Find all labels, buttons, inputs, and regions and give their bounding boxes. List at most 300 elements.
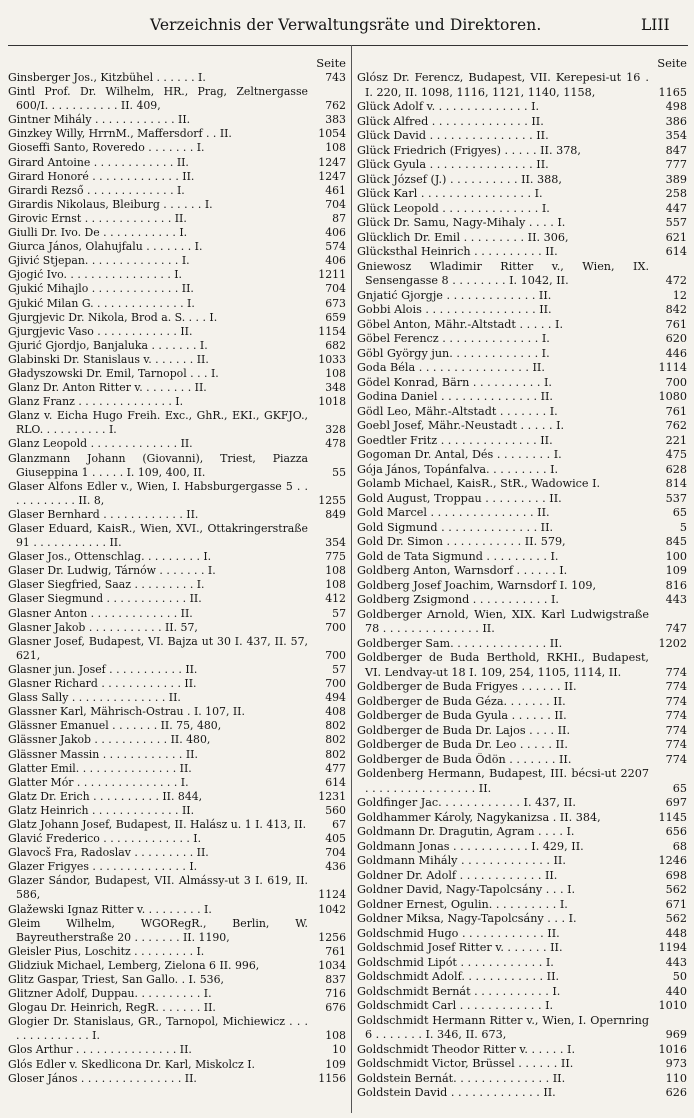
- entry-page: 448: [665, 926, 687, 940]
- entry-name: Göbel Anton, Mähr.-Altstadt . . . . . I.: [357, 317, 564, 331]
- entry-page: 1010: [658, 999, 687, 1012]
- entry-name: Girardi Rezső . . . . . . . . . . . . . I.: [8, 183, 185, 197]
- index-entry: [8, 903, 346, 917]
- entry-page: 775: [325, 550, 346, 564]
- entry-page: 621: [665, 230, 687, 244]
- entry-name: Glažewski Ignaz Ritter v. . . . . . . . . I.: [8, 902, 212, 916]
- entry-page: 406: [325, 226, 346, 240]
- entry-name: Glanz Franz . . . . . . . . . . . . . . I.: [8, 395, 184, 409]
- index-entry: [357, 129, 687, 144]
- entry-page: 774: [665, 709, 687, 722]
- index-entry: [357, 100, 687, 115]
- index-entry: [357, 521, 687, 536]
- entry-page: 447: [665, 201, 687, 215]
- entry-name: Gjukić Milan G. . . . . . . . . . . . . . I.: [8, 296, 195, 310]
- entry-name: Goldmann Mihály . . . . . . . . . . . . . II.: [357, 854, 566, 867]
- index-entry: [357, 724, 687, 739]
- entry-page: 108: [325, 1029, 346, 1043]
- index-entry: [357, 419, 687, 434]
- entry-page: 849: [325, 507, 346, 521]
- entry-page: 446: [665, 346, 687, 360]
- entry-page: 1165: [658, 85, 687, 99]
- entry-page: 1154: [318, 324, 346, 338]
- entry-name: Goldberger Sam. . . . . . . . . . . . . . II.: [357, 636, 563, 650]
- index-entry: [8, 1001, 346, 1015]
- index-entry: [8, 621, 346, 635]
- index-entry: [8, 874, 346, 902]
- index-entry: [357, 579, 687, 594]
- index-entry: [8, 381, 346, 395]
- entry-page: 774: [665, 694, 687, 708]
- entry-name: Girovic Ernst . . . . . . . . . . . . . II.: [8, 211, 187, 225]
- entry-page: 258: [665, 187, 687, 200]
- entry-name: Glazer Sándor, Budapest, VII. Almássy-ut 3 I. 619, II. 586,: [8, 874, 308, 902]
- index-entry: [357, 811, 687, 826]
- entry-name: Goldner Dr. Adolf . . . . . . . . . . . . II.: [357, 868, 558, 882]
- entry-name: Glück Adolf v. . . . . . . . . . . . . . I.: [357, 100, 540, 113]
- entry-page: 1202: [658, 636, 687, 650]
- seite-label: Seite: [657, 56, 687, 70]
- entry-name: Gjurgjevic Dr. Nikola, Brod a. S. . . . I.: [8, 310, 218, 324]
- entry-page: 626: [665, 1086, 687, 1099]
- entry-name: Goedtler Fritz . . . . . . . . . . . . . . II.: [357, 433, 553, 447]
- index-entry: [8, 226, 346, 240]
- entry-page: 472: [665, 274, 687, 287]
- index-entry: [357, 405, 687, 420]
- index-entry: [8, 170, 346, 184]
- entry-name: Gold Marcel . . . . . . . . . . . . . . . II.: [357, 506, 550, 519]
- entry-name: Gold de Tata Sigmund . . . . . . . . . I.: [357, 549, 559, 563]
- entry-page: 700: [325, 620, 346, 634]
- entry-name: Goldschmidt Adolf. . . . . . . . . . . . II.: [357, 970, 560, 983]
- entry-page: 814: [665, 477, 687, 490]
- index-entry: [8, 339, 346, 353]
- entry-page: 65: [672, 506, 687, 519]
- index-entry: [8, 804, 346, 818]
- index-entry: [8, 282, 346, 296]
- page-header: [0, 6, 694, 40]
- entry-name: Gobbi Alois . . . . . . . . . . . . . . . . II.: [357, 303, 552, 316]
- index-entry: [8, 311, 346, 325]
- entry-page: 389: [665, 172, 687, 186]
- entry-name: Gleisler Pius, Loschitz . . . . . . . . . I.: [8, 944, 205, 958]
- entry-name: Giurca János, Olahujfalu . . . . . . . I.: [8, 240, 203, 254]
- entry-page: 67: [332, 817, 346, 831]
- entry-page: 55: [332, 465, 346, 479]
- index-entry: [8, 607, 346, 621]
- index-entry: [357, 492, 687, 507]
- entry-name: Glazer Frigyes . . . . . . . . . . . . . . I.: [8, 860, 198, 874]
- entry-page: 108: [325, 366, 346, 380]
- entry-page: 57: [332, 606, 346, 620]
- entry-page: 386: [665, 114, 687, 128]
- entry-name: Glanz v. Eicha Hugo Freih. Exc., GhR., EKI., GKFJO., RLO. . . . . . . . . . I.: [8, 409, 308, 437]
- entry-name: Glück Friedrich (Frigyes) . . . . . II. 378,: [357, 143, 581, 157]
- entry-name: Gintner Mihály . . . . . . . . . . . . II.: [8, 113, 191, 127]
- index-entry: [357, 695, 687, 710]
- index-entry: [8, 1015, 346, 1043]
- entry-name: Glücklich Dr. Emil . . . . . . . . . II. 306,: [357, 230, 569, 244]
- entry-name: Goldenberg Hermann, Budapest, III. bécsi-ut 2207 . . . . . . . . . . . . . . . . II.: [357, 767, 649, 795]
- index-entry: [357, 796, 687, 811]
- entry-name: Gogoman Dr. Antal, Dés . . . . . . . . I.: [357, 448, 562, 461]
- entry-page: 620: [665, 332, 687, 345]
- entry-name: Goldstein David . . . . . . . . . . . . . II.: [357, 1086, 556, 1099]
- entry-name: Gold Dr. Simon . . . . . . . . . . . II. 579,: [357, 535, 566, 548]
- entry-page: 704: [325, 197, 346, 211]
- index-entry: [357, 216, 687, 231]
- entry-page: 1247: [318, 155, 346, 169]
- entry-name: Gjogić Ivo. . . . . . . . . . . . . . . . I.: [8, 268, 183, 282]
- index-entry: [8, 240, 346, 254]
- entry-page: 1246: [658, 854, 687, 867]
- entry-name: Goldberger de Buda Frigyes . . . . . . II.: [357, 680, 577, 693]
- index-entry: [8, 156, 346, 170]
- entry-name: Gold August, Troppau . . . . . . . . . II.: [357, 491, 562, 505]
- entry-name: Goldberger de Buda Ödön . . . . . . . II.: [357, 752, 572, 766]
- entry-name: Glatz Johann Josef, Budapest, II. Halász u. 1 I. 413, II.: [8, 817, 307, 831]
- index-entry: [8, 254, 346, 268]
- entry-page: 436: [325, 860, 346, 874]
- entry-page: 802: [325, 719, 346, 733]
- index-entry: [357, 535, 687, 550]
- entry-page: 108: [325, 141, 346, 155]
- entry-name: Glatz Heinrich . . . . . . . . . . . . . II.: [8, 803, 195, 817]
- entry-page: 676: [325, 1001, 346, 1015]
- entry-page: 475: [665, 448, 687, 461]
- entry-page: 700: [665, 375, 687, 389]
- entry-name: Glitzner Adolf, Duppau. . . . . . . . . . I.: [8, 987, 212, 1001]
- entry-page: 405: [325, 832, 346, 846]
- entry-name: Glos Arthur . . . . . . . . . . . . . . . II.: [8, 1043, 192, 1057]
- index-entry: [357, 144, 687, 159]
- column-divider: [351, 45, 352, 1113]
- index-entry: [357, 999, 687, 1014]
- index-entry: [8, 959, 346, 973]
- entry-page: 498: [665, 100, 687, 113]
- index-entry: [357, 477, 687, 492]
- entry-page: 348: [325, 381, 346, 395]
- entry-name: Goldschmidt Carl . . . . . . . . . . . . I.: [357, 999, 554, 1012]
- entry-name: Glück Alfred . . . . . . . . . . . . . . II.: [357, 114, 544, 128]
- entry-page: 659: [325, 310, 346, 324]
- entry-name: Gjukić Mihajlo . . . . . . . . . . . . . II.: [8, 282, 194, 296]
- entry-name: Gleim Wilhelm, WGORegR., Berlin, W. Bayreutherstraße 20 . . . . . . . II. 1190,: [8, 916, 308, 944]
- index-entry: [357, 448, 687, 463]
- index-entry: [8, 748, 346, 762]
- entry-name: Giulli Dr. Ivo. De . . . . . . . . . . . I.: [8, 226, 188, 240]
- entry-name: Glaser Siegfried, Saaz . . . . . . . . . I.: [8, 578, 205, 592]
- entry-page: 574: [325, 240, 346, 254]
- index-entry: [8, 677, 346, 691]
- index-entry: [357, 361, 687, 376]
- entry-name: Glässner Jakob . . . . . . . . . . . II. 480,: [8, 733, 211, 747]
- entry-name: Gniewosz Wladimir Ritter v., Wien, IX. Sensengasse 8 . . . . . . . . I. 1042, II.: [357, 259, 649, 287]
- entry-page: 1042: [318, 902, 346, 916]
- entry-name: Glück Leopold . . . . . . . . . . . . . . I.: [357, 201, 550, 215]
- entry-name: Gloser János . . . . . . . . . . . . . . . II.: [8, 1071, 197, 1085]
- entry-name: Golamb Michael, KaisR., StR., Wadowice I.: [357, 477, 601, 490]
- index-entry: [357, 115, 687, 130]
- page-title: Verzeichnis der Verwaltungsräte und Direktoren.: [150, 16, 542, 34]
- entry-page: 68: [672, 839, 687, 853]
- entry-name: Ginzkey Willy, HrrnM., Maffersdorf . . II.: [8, 127, 232, 141]
- entry-page: 408: [325, 705, 346, 719]
- entry-page: 1018: [318, 395, 346, 409]
- entry-page: 704: [325, 282, 346, 296]
- header-rule: [8, 45, 688, 46]
- entry-page: 477: [325, 761, 346, 775]
- entry-name: Glós Edler v. Skedlicona Dr. Karl, Miskolcz I.: [8, 1057, 255, 1071]
- entry-name: Glück Dr. Samu, Nagy-Mihaly . . . . I.: [357, 216, 566, 229]
- entry-name: Gödl Leo, Mähr.-Altstadt . . . . . . . I.: [357, 404, 558, 418]
- index-entry: [8, 578, 346, 592]
- entry-name: Glück David . . . . . . . . . . . . . . . II.: [357, 129, 549, 142]
- index-entry: [8, 268, 346, 282]
- index-entry: [357, 854, 687, 869]
- index-entry: [8, 987, 346, 1001]
- entry-name: Glaser Bernhard . . . . . . . . . . . . II.: [8, 507, 199, 521]
- index-entry: [357, 767, 687, 796]
- entry-name: Goldschmid Lipót . . . . . . . . . . . . I.: [357, 955, 554, 969]
- entry-name: Glósz Dr. Ferencz, Budapest, VII. Kerepesi-ut 16 . I. 220, II. 1098, 1116, 1121, 1140, 1158,: [357, 71, 649, 99]
- entry-name: Glaser Jos., Ottenschlag. . . . . . . . . I.: [8, 550, 212, 564]
- entry-name: Goldberger de Buda Dr. Lajos . . . . II.: [357, 723, 571, 737]
- entry-page: 494: [325, 691, 346, 705]
- entry-page: 1145: [658, 810, 687, 824]
- index-entry: [357, 825, 687, 840]
- entry-name: Goldmann Jonas . . . . . . . . . . . I. 429, II.: [357, 839, 584, 853]
- entry-page: 1156: [318, 1071, 346, 1085]
- index-entry: [357, 71, 687, 100]
- entry-page: 328: [325, 423, 346, 437]
- index-entry: [357, 912, 687, 927]
- index-entry: [357, 840, 687, 855]
- entry-name: Gnjatić Gjorgje . . . . . . . . . . . . . II.: [357, 288, 552, 302]
- index-entry: [8, 71, 346, 85]
- entry-name: Goldberg Zsigmond . . . . . . . . . . . I.: [357, 593, 559, 606]
- entry-name: Glavić Frederico . . . . . . . . . . . . . I.: [8, 832, 202, 846]
- entry-name: Goldschmidt Theodor Ritter v. . . . . . I.: [357, 1042, 576, 1056]
- left-column: [8, 56, 346, 1086]
- entry-name: Goldner Miksa, Nagy-Tapolcsány . . . I.: [357, 912, 577, 925]
- index-entry: [357, 1043, 687, 1058]
- entry-name: Goldberger de Buda Gyula . . . . . . II.: [357, 709, 567, 722]
- index-entry: [357, 1072, 687, 1087]
- entry-page: 1016: [658, 1042, 687, 1056]
- entry-page: 57: [332, 662, 346, 676]
- index-entry: [357, 318, 687, 333]
- index-entry: [8, 85, 346, 113]
- index-entry: [8, 705, 346, 719]
- entry-page: 802: [325, 733, 346, 747]
- entry-page: 440: [665, 984, 687, 998]
- entry-page: 1211: [318, 268, 346, 282]
- index-entry: [357, 956, 687, 971]
- entry-page: 1080: [658, 390, 687, 403]
- entry-page: 777: [665, 158, 687, 171]
- entry-name: Glücksthal Heinrich . . . . . . . . . . II.: [357, 245, 558, 258]
- entry-name: Glück Gyula . . . . . . . . . . . . . . . II.: [357, 158, 549, 171]
- entry-page: 743: [325, 71, 346, 84]
- entry-page: 109: [665, 564, 687, 577]
- index-entry: [357, 985, 687, 1000]
- entry-page: 614: [665, 245, 687, 258]
- entry-page: 1034: [318, 958, 346, 972]
- index-entry: [8, 945, 346, 959]
- entry-name: Gödel Konrad, Bärn . . . . . . . . . . I.: [357, 375, 552, 389]
- entry-page: 1247: [318, 169, 346, 183]
- entry-name: Goldberg Anton, Warnsdorf . . . . . . I.: [357, 564, 568, 577]
- entry-name: Glabinski Dr. Stanislaus v. . . . . . . II.: [8, 352, 209, 366]
- index-entry: [357, 680, 687, 695]
- entry-name: Goldschmidt Hermann Ritter v., Wien, I. Opernring 6 . . . . . . . I. 346, II. 673,: [357, 1013, 649, 1041]
- entry-page: 698: [665, 868, 687, 882]
- entry-page: 761: [665, 317, 687, 331]
- entry-page: 412: [325, 592, 346, 606]
- index-entry: [357, 202, 687, 217]
- index-entry: [8, 917, 346, 945]
- entry-name: Girard Honoré . . . . . . . . . . . . . II.: [8, 169, 195, 183]
- entry-page: 87: [332, 211, 346, 225]
- index-entry: [357, 651, 687, 680]
- entry-page: 65: [672, 781, 687, 795]
- index-entry: [8, 452, 346, 480]
- index-entry: [8, 719, 346, 733]
- entry-page: 1256: [318, 930, 346, 944]
- entry-page: 50: [672, 970, 687, 983]
- entry-page: 673: [325, 296, 346, 310]
- entry-name: Glasner jun. Josef . . . . . . . . . . . II.: [8, 662, 198, 676]
- index-entry: [357, 390, 687, 405]
- index-entry: [8, 860, 346, 874]
- entry-name: Gjurić Gjordjo, Banjaluka . . . . . . . I.: [8, 338, 208, 352]
- entry-page: 12: [672, 288, 687, 302]
- index-entry: [357, 753, 687, 768]
- index-entry: [8, 832, 346, 846]
- entry-name: Glogier Dr. Stanislaus, GR., Tarnopol, Michiewicz . . . . . . . . . . . . . . I.: [8, 1015, 308, 1043]
- entry-name: Glässner Massin . . . . . . . . . . . . II.: [8, 747, 198, 761]
- entry-name: Godina Daniel . . . . . . . . . . . . . . II.: [357, 390, 553, 403]
- index-entry: [8, 818, 346, 832]
- entry-name: Goldhammer Károly, Nagykanizsa . II. 384,: [357, 810, 601, 824]
- entry-page: 562: [665, 912, 687, 925]
- entry-name: Gioseffi Santo, Roveredo . . . . . . . I.: [8, 141, 205, 155]
- entry-name: Glassner Karl, Mährisch-Ostrau . I. 107, II.: [8, 705, 245, 719]
- index-entry: [357, 506, 687, 521]
- entry-name: Gjurgjevic Vaso . . . . . . . . . . . . II.: [8, 324, 193, 338]
- right-column: [357, 56, 687, 1101]
- entry-page: 10: [332, 1043, 346, 1057]
- entry-page: 1114: [658, 361, 687, 374]
- index-entry: [8, 367, 346, 381]
- entry-name: Glässner Emanuel . . . . . . . II. 75, 480,: [8, 719, 222, 733]
- entry-page: 100: [665, 549, 687, 563]
- index-entry: [8, 508, 346, 522]
- index-entry: [357, 550, 687, 565]
- entry-name: Glanzmann Johann (Giovanni), Triest, Piazza Giuseppina 1 . . . . . I. 109, 400, II.: [8, 451, 308, 479]
- entry-page: 761: [665, 404, 687, 418]
- entry-page: 354: [665, 129, 687, 142]
- entry-page: 443: [665, 593, 687, 606]
- entry-name: Goldfinger Jac. . . . . . . . . . . . I. 437, II.: [357, 796, 576, 809]
- entry-name: Glaser Dr. Ludwig, Tárnów . . . . . . . I.: [8, 564, 216, 578]
- entry-name: Gold Sigmund . . . . . . . . . . . . . . II.: [357, 520, 554, 534]
- index-entry: [357, 1086, 687, 1101]
- index-entry: [357, 941, 687, 956]
- entry-page: 656: [665, 825, 687, 838]
- entry-name: Göbel Ferencz . . . . . . . . . . . . . . I.: [357, 332, 550, 345]
- entry-page: 847: [665, 143, 687, 157]
- index-entry: [8, 846, 346, 860]
- entry-name: Goldberger Arnold, Wien, XIX. Karl Ludwigstraße 78 . . . . . . . . . . . . . . II.: [357, 607, 649, 635]
- index-entry: [8, 790, 346, 804]
- index-entry: [8, 973, 346, 987]
- index-entry: [8, 141, 346, 155]
- index-entry: [8, 592, 346, 606]
- entry-name: Goldberger de Buda Berthold, RKHI., Budapest, VI. Lendvay-ut 18 I. 109, 254, 1105, 1114, II.: [357, 651, 649, 679]
- entry-page: 1054: [318, 127, 346, 141]
- entry-name: Goldberger de Buda Géza. . . . . . . II.: [357, 694, 566, 708]
- entry-name: Gjivić Stjepan. . . . . . . . . . . . . . I.: [8, 254, 190, 268]
- entry-page: 774: [665, 723, 687, 737]
- index-entry: [357, 376, 687, 391]
- entry-page: 537: [665, 491, 687, 505]
- entry-name: Glatz Dr. Erich . . . . . . . . . . II. 844,: [8, 789, 203, 803]
- index-entry: [8, 297, 346, 311]
- index-entry: [357, 245, 687, 260]
- entry-name: Goldner David, Nagy-Tapolcsány . . . I.: [357, 883, 576, 896]
- entry-page: 443: [665, 955, 687, 969]
- index-entry: [357, 187, 687, 202]
- index-entry: [8, 409, 346, 437]
- entry-name: Glück Karl . . . . . . . . . . . . . . . . I.: [357, 187, 543, 200]
- entry-page: 700: [325, 677, 346, 691]
- index-entry: [8, 564, 346, 578]
- index-entry: [357, 970, 687, 985]
- seite-label: Seite: [316, 56, 346, 70]
- entry-page: 845: [665, 535, 687, 548]
- index-entry: [8, 663, 346, 677]
- entry-name: Girardis Nikolaus, Bleiburg . . . . . . I.: [8, 197, 213, 211]
- entry-name: Ginsberger Jos., Kitzbühel . . . . . . I.: [8, 71, 206, 84]
- index-entry: [357, 927, 687, 942]
- entry-page: 802: [325, 747, 346, 761]
- entry-page: 700: [325, 648, 346, 662]
- index-entry: [357, 347, 687, 362]
- entry-page: 354: [325, 536, 346, 550]
- entry-name: Glatter Emil. . . . . . . . . . . . . . . II.: [8, 761, 192, 775]
- entry-name: Goldschmid Josef Ritter v. . . . . . . II.: [357, 941, 563, 954]
- index-entry: [357, 260, 687, 289]
- entry-name: Glass Sally . . . . . . . . . . . . . . II.: [8, 691, 181, 705]
- entry-name: Goldberg Josef Joachim, Warnsdorf I. 109,: [357, 578, 597, 592]
- entry-name: Glaser Alfons Edler v., Wien, I. Habsburgergasse 5 . . . . . . . . . . . II. 8,: [8, 479, 308, 507]
- entry-page: 1231: [318, 789, 346, 803]
- index-entry: [8, 733, 346, 747]
- entry-page: 842: [665, 303, 687, 316]
- entry-page: 1255: [318, 493, 346, 507]
- index-entry: [357, 463, 687, 478]
- index-entry: [357, 158, 687, 173]
- entry-page: 973: [665, 1057, 687, 1070]
- index-entry: [8, 437, 346, 451]
- index-entry: [357, 303, 687, 318]
- entry-page: 5: [679, 520, 687, 534]
- entry-page: 969: [665, 1028, 687, 1041]
- entry-page: 628: [665, 462, 687, 476]
- entry-name: Glogau Dr. Heinrich, RegR. . . . . . . II.: [8, 1001, 216, 1015]
